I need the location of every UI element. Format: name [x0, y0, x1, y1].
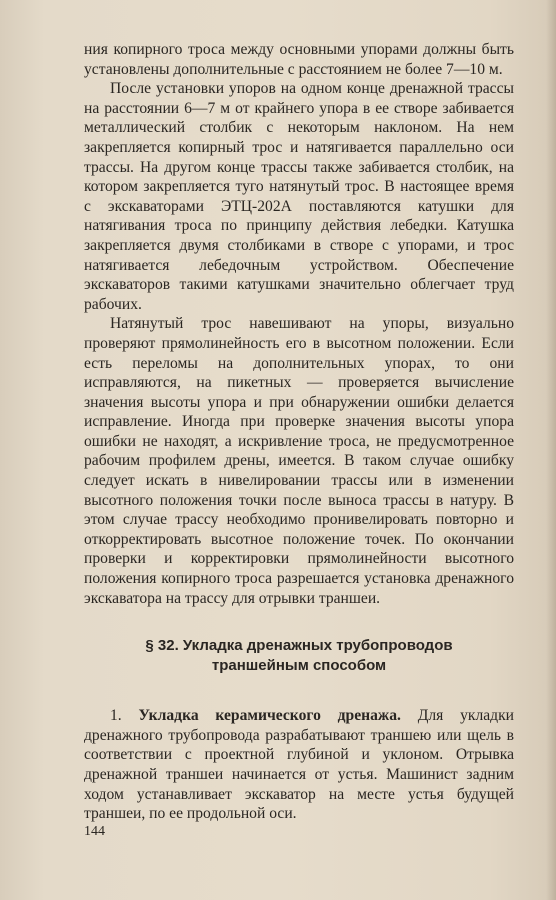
item-lead: Укладка керамического дренажа.: [138, 707, 401, 725]
paragraph-rope-check: Натянутый трос навешивают на упоры, визуально проверяют прямолинейность его в высотном положении. Если есть переломы на дополнительных упорах, то они исправляются, на пикетных — проверяется вычисление значения высоты упора и при обнаружении ошибки делается исправление. Иногда при проверке значения высоты упора ошибки не находят, а искривление троса, не предусмотренное рабочим профилем дрены, имеется. В таком случае ошибку следует искать в нивелировании трассы или в изменении высотного положения точки после выноса трассы в натуру. В этом случае трассу необходимо пронивелировать повторно и откорректировать высотное положение точек. По окончании проверки и корректировки прямолинейности высотного положения копирного троса разрешается установка дренажного экскаватора на трассу для отрывки траншеи.: [84, 315, 514, 607]
section-heading-line1: § 32. Укладка дренажных трубопроводов: [145, 637, 453, 655]
item-text: Для укладки дренажного трубопровода разрабатывают траншею или щель в соответствии с проектной глубиной и уклоном. Отрывка дренажной траншеи начинается от устья. Машинист задним ходом устанавливает экскаватор на месте устья будущей траншеи, по ее продольной оси.: [84, 707, 514, 823]
item-number: 1.: [110, 707, 122, 725]
page-edge-shadow: [546, 0, 556, 900]
section-heading-line2: траншейным способом: [211, 657, 387, 675]
section-heading: [84, 636, 514, 676]
paragraph-continuation: ния копирного троса между основными упорами должны быть установлены дополнительные с расстоянием не более 7—10 м.: [84, 41, 514, 78]
paragraph-ceramic-drainage: [84, 706, 514, 824]
paragraph-rope-installation: После установки упоров на одном конце дренажной трассы на расстоянии 6—7 м от крайнего упора в ее створе забивается металлический столбик с некоторым наклоном. На нем закрепляется копирный трос и натягивается параллельно оси трассы. На другом конце трассы также забивается столбик, на котором закрепляется туго натянутый трос. В настоящее время с экскаваторами ЭТЦ-202А поставляются катушки для натягивания троса по принципу действия лебедки. Катушка закрепляется двумя столбиками в створе с упорами, и трос натягивается лебедочным устройством. Обеспечение экскаваторов такими катушками значительно облегчает труд рабочих.: [84, 80, 514, 313]
page-number: 144: [84, 824, 105, 839]
text-block: [84, 40, 514, 824]
